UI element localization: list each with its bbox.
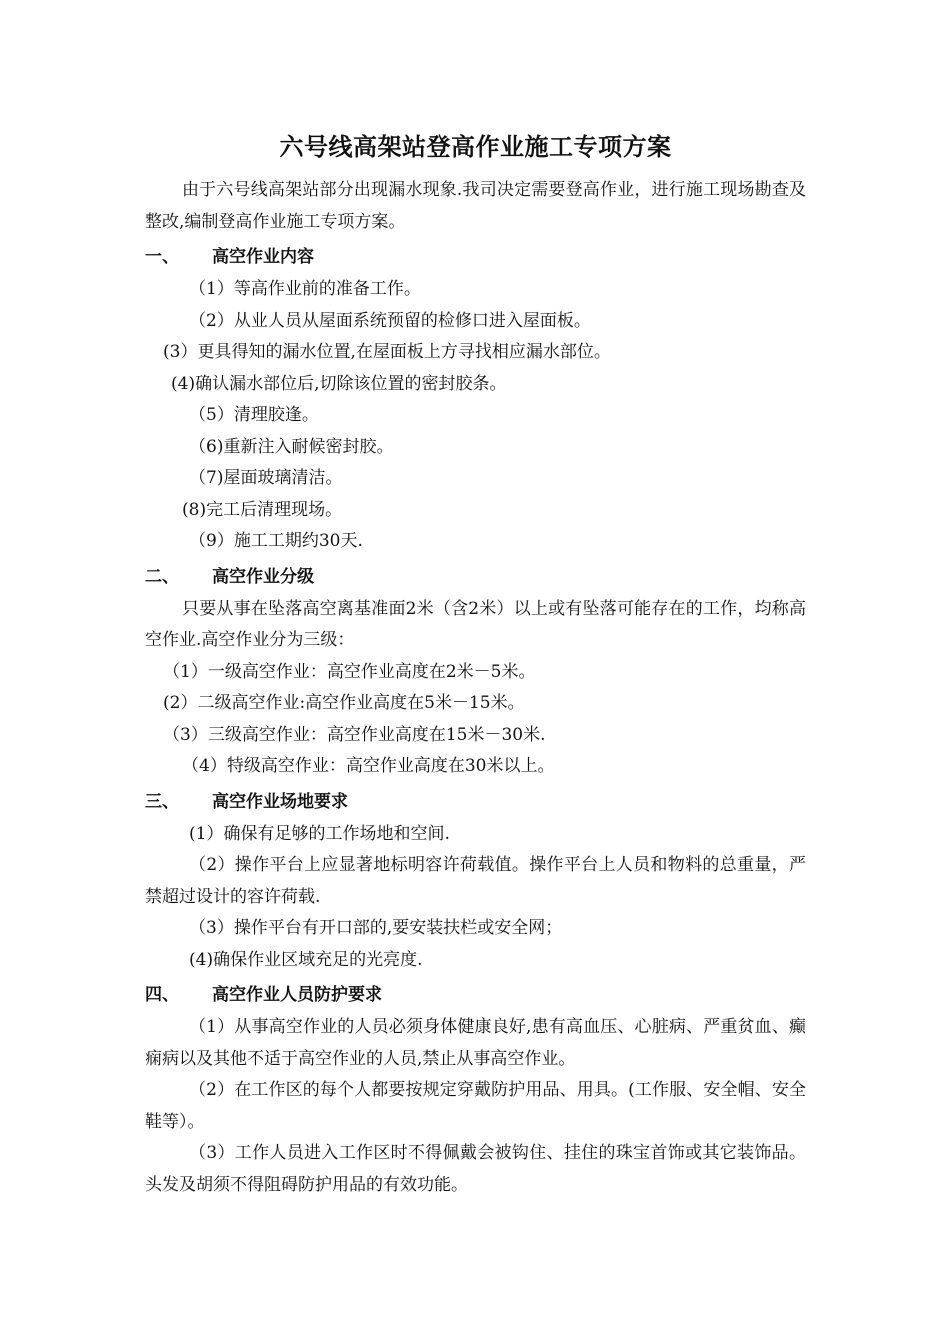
list-item: （6)重新注入耐候密封胶。 (189, 436, 394, 457)
intro-paragraph: 由于六号线高架站部分出现漏水现象.我司决定需要登高作业，进行施工现场勘查及整改,编制登高作业施工专项方案。 (145, 180, 806, 232)
document-title: 六号线高架站登高作业施工专项方案 (279, 132, 672, 161)
list-item: （4）特级高空作业：高空作业高度在30米以上。 (182, 756, 555, 776)
list-item: （9）施工工期约30天. (189, 531, 363, 551)
section-number: 三、 (145, 791, 179, 812)
section-heading (145, 560, 806, 594)
list-item: （1）等高作业前的准备工作。 (189, 279, 421, 299)
section-heading-text: 高空作业人员防护要求 (212, 985, 382, 1005)
section-number: 四、 (145, 985, 179, 1005)
section-paragraph: 只要从事在坠落高空离基准面2米（含2米）以上或有坠落可能存在的工作，均称高空作业.高空作业分为三级： (145, 598, 806, 650)
section-heading (145, 240, 806, 274)
list-item: (4)确保作业区域充足的光亮度. (189, 949, 423, 970)
list-item: （2）在工作区的每个人都要按规定穿戴防护用品、用具。(工作服、安全帽、安全鞋等）。 (145, 1080, 806, 1132)
list-item: （2）操作平台上应显著地标明容许荷载值。操作平台上人员和物料的总重量，严禁超过设计的容许荷载. (145, 855, 806, 907)
list-item: （7)屋面玻璃清洁。 (189, 468, 343, 488)
section-heading (145, 978, 806, 1012)
section-number: 一、 (145, 247, 179, 267)
section-heading (145, 785, 806, 819)
list-item: (1）确保有足够的工作场地和空间. (189, 823, 450, 844)
list-item: （3）三级高空作业：高空作业高度在15米－30米. (163, 724, 546, 745)
list-item: （3）操作平台有开口部的,要安装扶栏或安全网； (189, 918, 563, 938)
list-item: (8)完工后清理现场。 (182, 499, 343, 520)
list-item: (4)确认漏水部位后,切除该位置的密封胶条。 (171, 373, 507, 394)
list-item: （5）清理胶逢。 (189, 405, 319, 425)
list-item: （2）从业人员从屋面系统预留的检修口进入屋面板。 (189, 310, 591, 331)
list-item: （1）从事高空作业的人员必须身体健康良好,患有高血压、心脏病、严重贫血、癫痫病以及其他不适于高空作业的人员,禁止从事高空作业。 (145, 1017, 806, 1069)
section-number: 二、 (145, 566, 179, 587)
list-item: (2）二级高空作业:高空作业高度在5米－15米。 (163, 693, 525, 713)
section-heading-text: 高空作业内容 (212, 247, 314, 267)
section-heading-text: 高空作业分级 (212, 566, 314, 587)
sections-container (145, 240, 806, 1201)
section-heading-text: 高空作业场地要求 (212, 791, 348, 812)
list-item: (3）更具得知的漏水位置,在屋面板上方寻找相应漏水部位。 (163, 342, 611, 362)
list-item: （3）工作人员进入工作区时不得佩戴会被钩住、挂住的珠宝首饰或其它装饰品。头发及胡须不得阻碍防护用品的有效功能。 (145, 1143, 806, 1195)
list-item: （1）一级高空作业：高空作业高度在2米－5米。 (163, 661, 536, 682)
